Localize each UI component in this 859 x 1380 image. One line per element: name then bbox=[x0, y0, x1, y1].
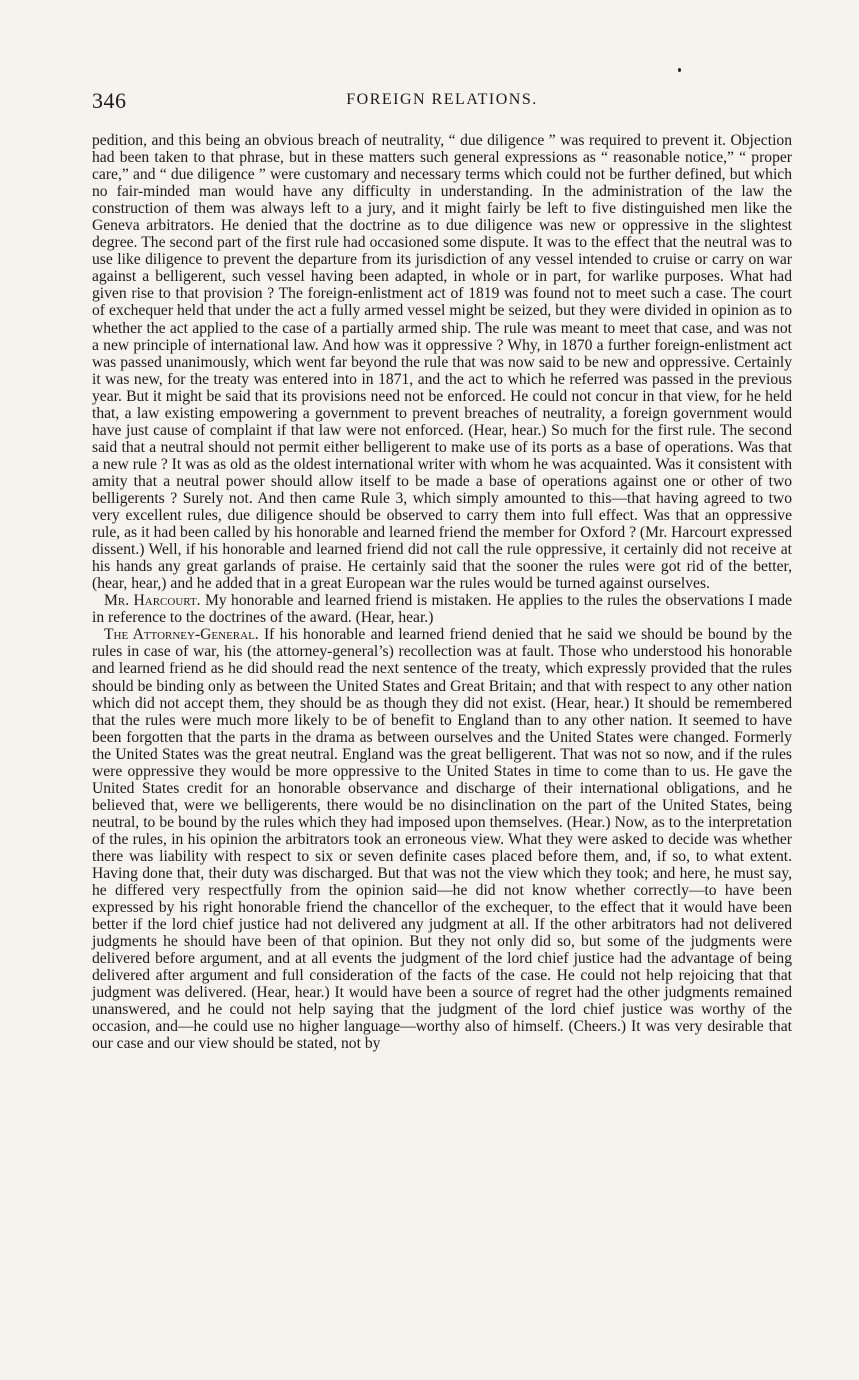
page-number: 346 bbox=[92, 88, 127, 113]
body-text bbox=[92, 132, 792, 1053]
speaker-name: Mr. Harcourt. bbox=[104, 592, 201, 610]
ink-speck bbox=[678, 68, 681, 72]
page-header bbox=[92, 88, 792, 114]
speaker-name: The Attorney-General. bbox=[104, 626, 259, 644]
paragraph-text: My honorable and learned friend is mistaken. He applies to the rules the observations I made in reference to the doctrines of the award. (Hear, hear.) bbox=[92, 592, 793, 627]
paragraph-text: If his honorable and learned friend denied that he said we should be bound by the rules in case of war, his (the attorney-general’s) recollection was at fault. Those who understood his honorable and learned friend as he did should read the next sentence of the treaty, which expressly provided that the rules should be binding only as between the United States and Great Britain; and that with respect to any other nation which did not accept them, they should be as though they did not exist. (Hear, hear.) It should be remembered that the rules were much more likely to be of benefit to England than to any other nation. It seemed to have been forgotten that the parts in the drama as between ourselves and the United States were changed. Formerly the United States was the great neutral. England was the great belligerent. That was not so now, and if the rules were oppressive they would be more oppressive to the United States in time to come than to us. He gave the United States credit for an honorable observance and discharge of their international obligations, and he believed that, were we belligerents, there would be no disinclination on the part of the United States, being neutral, to be bound by the rules which they had imposed upon themselves. (Hear.) Now, as to the interpretation of the rules, in his opinion the arbitrators took an erroneous view. What they were asked to decide was whether there was liability with respect to six or seven definite cases placed before them, and, if so, to what extent. Having done that, their duty was discharged. But that was not the view which they took; and here, he must say, he differed very respectfully from the opinion said—he did not know whether correctly—to have been expressed by his right honorable friend the chancellor of the exchequer, to the effect that it would have been better if the lord chief justice had not delivered any judgment at all. If the other arbitrators had not delivered judgments he should have been of that opinion. But they not only did so, but some of the judgments were delivered before argument, and at all events the judgment of the lord chief justice had the advantage of being delivered after argument and full consideration of the facts of the case. He could not help rejoicing that that judgment was delivered. (Hear, hear.) It would have been a source of regret had the other judgments remained unanswered, and he could not help saying that the judgment of the lord chief justice was worthy of the occasion, and—he could use no higher language—worthy also of himself. (Cheers.) It was very desirable that our case and our view should be stated, not by bbox=[92, 626, 792, 1053]
paragraph-continuation bbox=[92, 132, 792, 592]
paragraph-text: pedition, and this being an obvious breach of neutrality, “ due diligence ” was required to prevent it. Objection had been taken to that phrase, but in these matters such general expressions as “ reasonable notice,” “ proper care,” and “ due diligence ” were customary and necessary terms which could not be further defined, but which no fair-minded man would have any difficulty in understanding. In the administration of the law the construction of them was always left to a jury, and it might fairly be left to five distinguished men like the Geneva arbitrators. He denied that the doctrine as to due diligence was new or oppressive in the slightest degree. The second part of the first rule had occasioned some dispute. It was to the effect that the neutral was to use like diligence to prevent the departure from its jurisdiction of any vessel intended to cruise or carry on war against a belligerent, such vessel having been adapted, in whole or in part, for warlike purposes. What had given rise to that provision ? The foreign-enlistment act of 1819 was found not to meet such a case. The court of exchequer held that under the act a fully armed vessel might be seized, but they were divided in opinion as to whether the act applied to the case of a partially armed ship. The rule was meant to meet that case, and was not a new principle of international law. And how was it oppressive ? Why, in 1870 a further foreign-enlistment act was passed unanimously, which went far beyond the rule that was now said to be new and oppressive. Certainly it was new, for the treaty was entered into in 1871, and the act to which he referred was passed in the previous year. But it might be said that its provisions need not be enforced. He could not concur in that view, for he held that, a law existing empowering a government to prevent breaches of neutrality, a foreign government would have just cause of complaint if that law were not enforced. (Hear, hear.) So much for the first rule. The second said that a neutral should not permit either belligerent to make use of its ports as a base of operations. Was that a new rule ? It was as old as the oldest international writer with whom he was acquainted. Was it consistent with amity that a neutral power should allow itself to be made a base of operations against one or other of two belligerents ? Surely not. And then came Rule 3, which simply amounted to this—that having agreed to two very excellent rules, due diligence should be observed to carry them into full effect. Was that an oppressive rule, as it had been called by his honorable and learned friend the member for Oxford ? (Mr. Harcourt expressed dissent.) Well, if his honorable and learned friend did not call the rule oppressive, it certainly did not receive at his hands any great garlands of praise. He certainly said that the sooner the rules were got rid of the better, (hear, hear,) and he added that in a great European war the rules would be turned against ourselves. bbox=[92, 132, 792, 593]
paragraph-attorney-general bbox=[92, 626, 792, 1052]
paragraph-harcourt bbox=[92, 592, 792, 626]
running-title: FOREIGN RELATIONS. bbox=[346, 91, 538, 108]
